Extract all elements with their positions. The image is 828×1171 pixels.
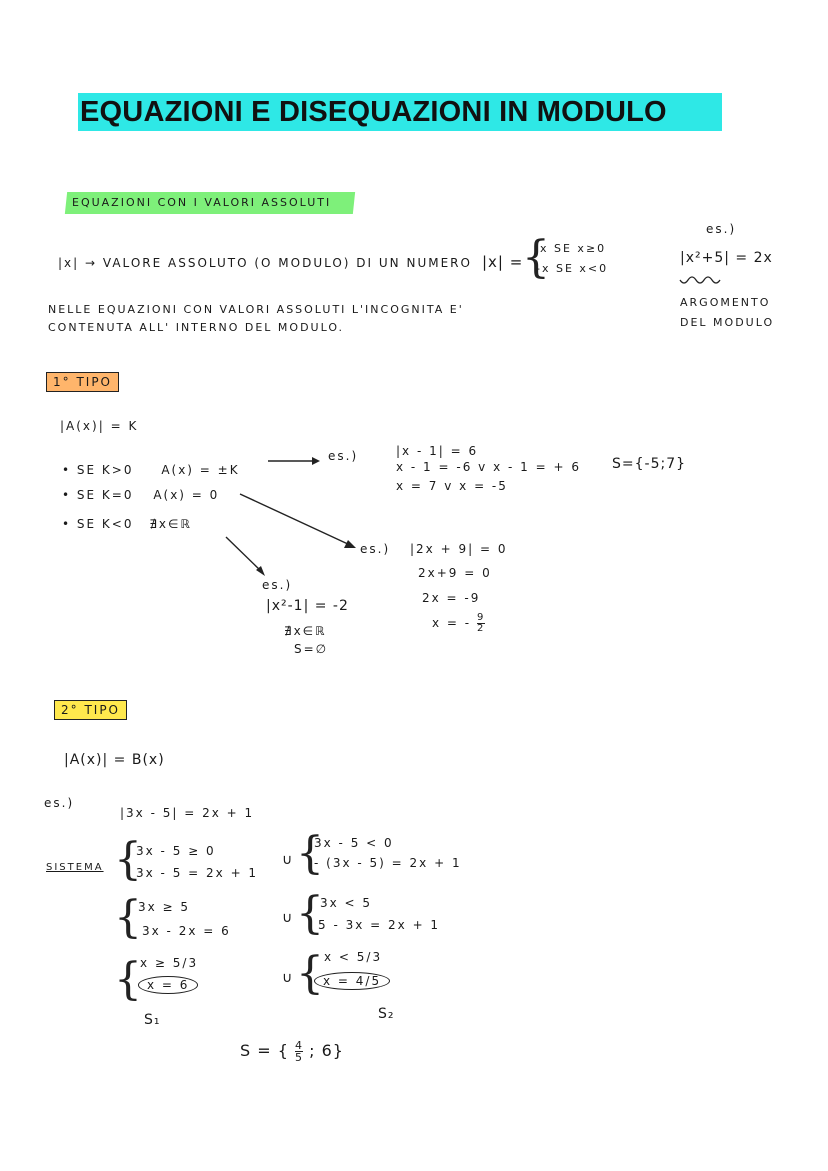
left-brace-icon: { [522, 232, 550, 283]
sys2-right-line-2: 5 - 3x = 2x + 1 [318, 918, 441, 932]
modulus-case-positive: x SE x≥0 [540, 242, 607, 255]
bullet: • [62, 488, 72, 502]
ex3-line-3: S=∅ [294, 642, 329, 656]
left-brace-icon: { [114, 892, 142, 943]
ex2-line-1: |2x + 9| = 0 [410, 542, 508, 556]
note-line-2: CONTENUTA ALL' INTERNO DEL MODULO. [48, 321, 345, 334]
ex3-label: es.) [262, 578, 293, 592]
sys3-left-solution: x = 6 [138, 976, 198, 994]
ex1-line-3: x = 7 v x = -5 [396, 479, 508, 493]
modulus-case-negative: -x SE x<0 [536, 262, 609, 275]
sys2-right-line-1: 3x < 5 [320, 896, 373, 910]
ex1-line-1: |x - 1| = 6 [396, 444, 479, 458]
sys3-right-line-1: x < 5/3 [324, 950, 383, 964]
bullet: • [62, 517, 72, 531]
tipo2-example-label: es.) [44, 796, 75, 810]
ex1-line-2: x - 1 = -6 v x - 1 = + 6 [396, 460, 581, 474]
left-brace-icon: { [296, 828, 324, 879]
tipo1-label: 1° TIPO [46, 372, 119, 392]
argument-label: ARGOMENTO [680, 296, 771, 309]
sys3-right-solution: x = 4/5 [314, 972, 390, 990]
final-solution [240, 1040, 344, 1063]
ex3-line-1: |x²-1| = -2 [266, 598, 349, 614]
s1-label: S₁ [144, 1012, 161, 1028]
fraction [477, 613, 485, 634]
ex1-solution: S={-5;7} [612, 456, 687, 472]
sys2-left-line-2: 3x - 2x = 6 [142, 924, 231, 938]
sys1-left-line-1: 3x - 5 ≥ 0 [136, 844, 216, 858]
definition-text: VALORE ASSOLUTO (O MODULO) DI UN NUMERO [102, 256, 472, 270]
case-condition: SE K>0 [76, 463, 134, 477]
page-title: EQUAZIONI E DISEQUAZIONI IN MODULO [78, 93, 722, 131]
modulus-definition-lhs: |x| = [482, 253, 524, 271]
case-condition: SE K=0 [76, 488, 134, 502]
case-condition: SE K<0 [76, 517, 134, 531]
bullet: • [62, 463, 72, 477]
ex2-line-4 [432, 613, 485, 634]
s2-label: S₂ [378, 1006, 395, 1022]
tipo2-label: 2° TIPO [54, 700, 127, 720]
sys1-right-line-2: - (3x - 5) = 2x + 1 [314, 856, 462, 870]
final-solution-lhs: S = { [240, 1041, 289, 1060]
union-symbol: ∪ [282, 852, 294, 868]
union-symbol: ∪ [282, 910, 294, 926]
ex2-line-2: 2x+9 = 0 [418, 566, 492, 580]
sys1-right-line-1: 3x - 5 < 0 [314, 836, 394, 850]
definition-abs-x: |x| [58, 256, 80, 270]
argument-label-2: DEL MODULO [680, 316, 775, 329]
fraction [295, 1040, 303, 1063]
example-expression: |x²+5| = 2x [680, 250, 773, 266]
sys2-left-line-1: 3x ≥ 5 [138, 900, 191, 914]
ex2-label: es.) [360, 542, 391, 556]
union-symbol: ∪ [282, 970, 294, 986]
sys1-left-line-2: 3x - 5 = 2x + 1 [136, 866, 259, 880]
left-brace-icon: { [114, 954, 142, 1005]
fraction-numerator: 9 [476, 612, 486, 623]
arrow-right-icon: → [85, 256, 98, 270]
fraction-denominator: 5 [295, 1051, 304, 1064]
case-result: ∄x∈ℝ [149, 517, 192, 531]
ex3-line-2: ∄x∈ℝ [284, 624, 327, 638]
example-label: es.) [706, 222, 737, 236]
tipo1-form: |A(x)| = K [60, 419, 139, 433]
left-brace-icon: { [114, 834, 142, 885]
left-brace-icon: { [296, 948, 324, 999]
case-result: A(x) = ±K [161, 463, 240, 477]
sys3-left-line-1: x ≥ 5/3 [140, 956, 199, 970]
fraction-denominator: 2 [476, 623, 486, 634]
ex2-line-3: 2x = -9 [422, 591, 481, 605]
final-solution-rhs: ; 6} [309, 1041, 344, 1060]
note-line-1: NELLE EQUAZIONI CON VALORI ASSOLUTI L'INCOGNITA E' [48, 303, 464, 316]
fraction-numerator: 4 [295, 1039, 304, 1052]
system-label: SISTEMA [46, 862, 104, 873]
tipo2-equation: |3x - 5| = 2x + 1 [120, 806, 255, 820]
ex2-final-lhs: x = - [432, 616, 472, 630]
tipo2-form: |A(x)| = B(x) [64, 752, 165, 768]
ex1-label: es.) [328, 449, 359, 463]
section-heading: EQUAZIONI CON I VALORI ASSOLUTI [72, 196, 332, 209]
left-brace-icon: { [296, 888, 324, 939]
case-result: A(x) = 0 [153, 488, 220, 502]
